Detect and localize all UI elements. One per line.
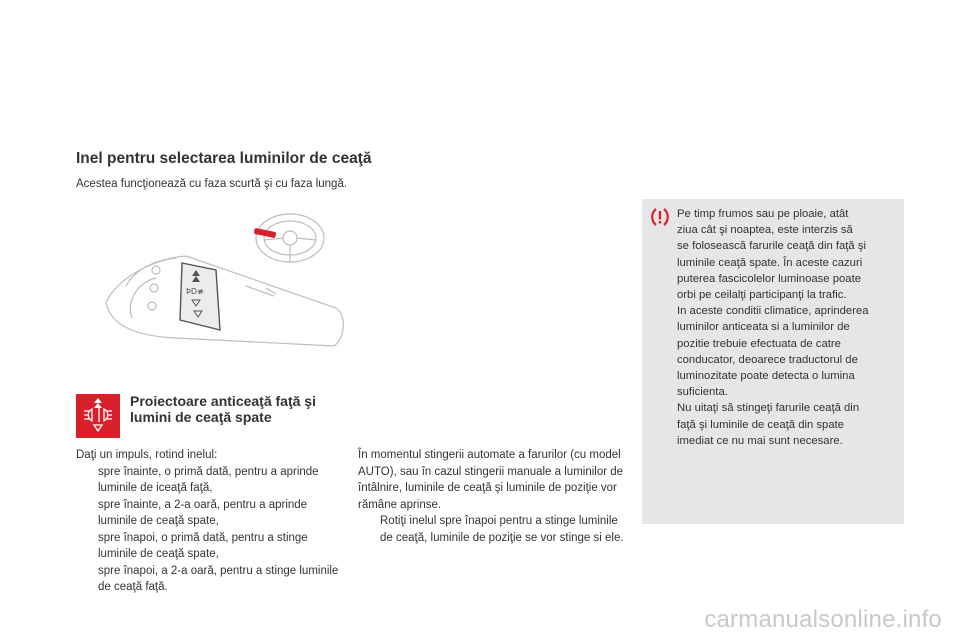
stalk-icon — [106, 256, 343, 346]
bullet-item — [76, 464, 346, 497]
warning-line: imediat ce nu mai sunt necesare. — [677, 434, 843, 447]
bullet-text: Rotiţi inelul spre înapoi pentru a stinge luminile de ceaţă, luminile de poziţie se vor stinge si ele. — [380, 515, 624, 544]
left-intro: Daţi un impuls, rotind inelul: — [76, 449, 218, 461]
warning-line: luminilor anticeata si a luminilor de — [677, 321, 850, 334]
bullet-text: spre înapoi, a 2-a oară, pentru a stinge luminile de ceaţă faţă. — [98, 564, 339, 593]
warning-line: puterea fascicolelor luminoase poate — [677, 272, 861, 285]
bullet-text: spre înapoi, o primă dată, pentru a stinge luminile de ceaţă spate, — [98, 531, 308, 560]
section-title: Proiectoare anticeaţă faţă şi lumini de ceaţă spate — [130, 393, 316, 425]
page-subtitle: Acestea funcţionează cu faza scurtă şi cu faza lungă. — [76, 178, 348, 190]
warning-line: pozitie trebuie efectuata de catre — [677, 337, 841, 350]
warning-box — [642, 199, 904, 524]
watermark: carmanualsonline.info — [704, 606, 942, 633]
page-title: Inel pentru selectarea luminilor de ceaţă — [76, 150, 372, 167]
steering-wheel-icon — [256, 214, 324, 262]
bullet-item — [76, 497, 346, 530]
bullet-text: spre înainte, a 2-a oară, pentru a aprinde luminile de ceaţă spate, — [98, 498, 308, 527]
bullet-item — [76, 563, 346, 596]
right-intro: În momentul stingerii automate a farurilor (cu model AUTO), sau în cazul stingerii manuale a luminilor de întâlnire, luminile de ceaţă şi luminile de poziţie vor rămâne aprinse. — [358, 449, 624, 511]
warning-line: Pe timp frumos sau pe ploaie, atât — [677, 208, 849, 220]
warning-line: faţă şi luminile de ceaţă din spate — [677, 418, 845, 431]
right-column — [358, 447, 628, 546]
warning-line: luminile ceaţă spate. În aceste cazuri — [677, 256, 863, 269]
bullet-text: spre înainte, o primă dată, pentru a aprinde luminile de iceaţă faţă, — [98, 465, 319, 494]
left-column — [76, 447, 346, 596]
bullet-item — [358, 513, 628, 546]
bullet-item — [76, 530, 346, 563]
stalk-highlight — [254, 228, 277, 238]
fog-lamps-icon — [76, 394, 120, 438]
warning-text — [677, 206, 897, 449]
svg-text:ÞD≢: ÞD≢ — [186, 287, 204, 296]
right-bullet-list — [358, 513, 628, 546]
warning-line: conducator, deoarece traductorul de — [677, 353, 858, 366]
warning-line: Nu uitaţi să stingeţi farurile ceaţă din — [677, 402, 860, 415]
warning-line: se folosească farurile ceaţă din faţă şi — [677, 240, 867, 253]
lighting-stalk-illustration — [96, 208, 376, 358]
warning-line: luminozitate poate detecta o lumina — [677, 370, 855, 383]
warning-icon — [649, 206, 671, 228]
warning-line: orbi pe ceilalţi participanţi la trafic. — [677, 289, 847, 302]
warning-line: suficienta. — [677, 386, 728, 399]
warning-line: In aceste conditii climatice, aprinderea — [677, 305, 869, 318]
left-bullet-list — [76, 464, 346, 596]
warning-line: ziua cât şi noaptea, este interzis să — [677, 224, 853, 237]
fog-ring-highlight — [180, 263, 220, 330]
